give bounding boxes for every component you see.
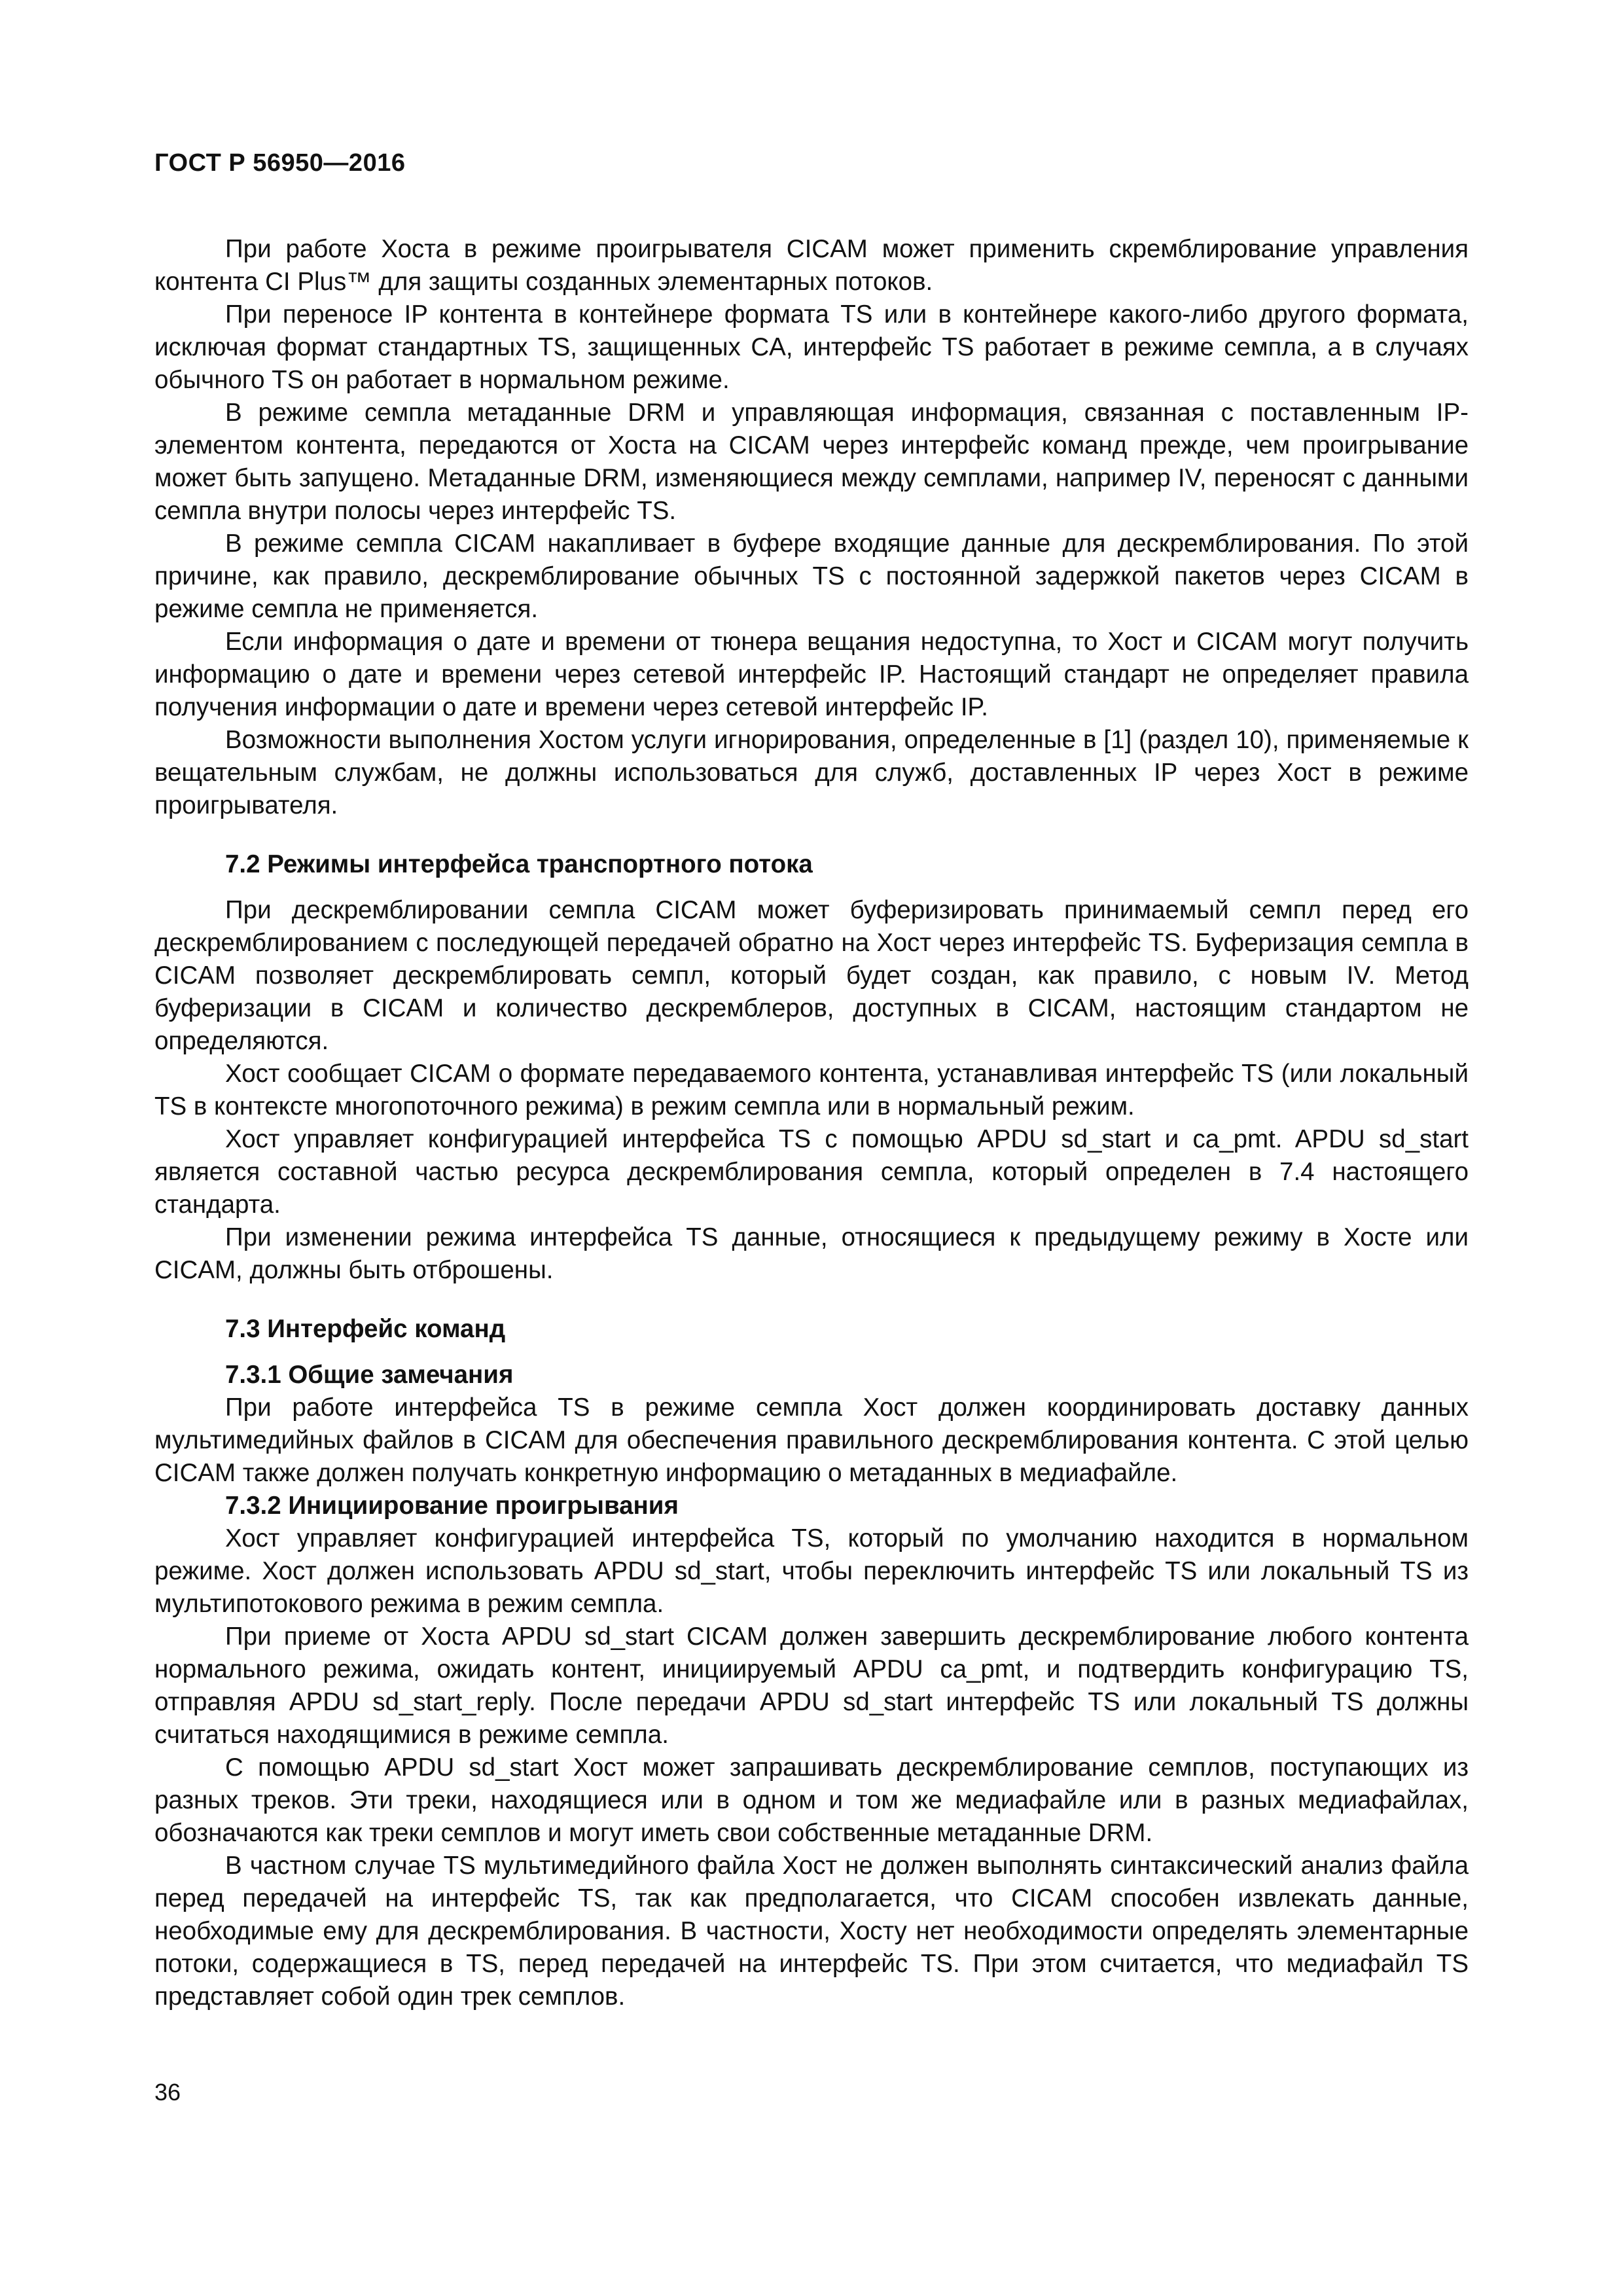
paragraph: Если информация о дате и времени от тюнера вещания недоступна, то Хост и CICAM могут получить информацию о дате и времени через сетевой интерфейс IP. Настоящий стандарт не определяет правила получения информации о дате и времени через сетевой интерфейс IP. — [154, 628, 1469, 721]
paragraph: В режиме семпла CICAM накапливает в буфере входящие данные для дескремблирования. По этой причине, как правило, дескремблирование обычных TS с постоянной задержкой пакетов через CICAM в режиме семпла не применяется. — [154, 529, 1469, 623]
paragraph: При приеме от Хоста APDU sd_start CICAM должен завершить дескремблирование любого контента нормального режима, ожидать контент, инициируемый APDU ca_pmt, и подтвердить конфигурацию TS, отправляя APDU sd_start_reply. После передачи APDU sd_start интерфейс TS или локальный TS должны считаться находящимися в режиме семпла. — [154, 1623, 1469, 1749]
subsection-heading: 7.3.2 Инициирование проигрывания — [225, 1492, 679, 1520]
paragraph: При работе Хоста в режиме проигрывателя CICAM может применить скремблирование управления контента CI Plus™ для защиты созданных элементарных потоков. — [154, 235, 1469, 296]
subsection-heading: 7.3.1 Общие замечания — [225, 1361, 514, 1389]
paragraph: Хост управляет конфигурацией интерфейса TS, который по умолчанию находится в нормальном режиме. Хост должен использовать APDU sd_start, чтобы переключить интерфейс TS или локальный TS из мультипотокового режима в режим семпла. — [154, 1524, 1469, 1618]
document-body — [154, 233, 1469, 2013]
paragraph: При дескремблировании семпла CICAM может буферизировать принимаемый семпл перед его дескремблированием с последующей передачей обратно на Хост через интерфейс TS. Буферизация семпла в CICAM позволяет дескремблировать семпл, который будет создан, как правило, с новым IV. Метод буферизации в CICAM и количество дескремблеров, доступных в CICAM, настоящим стандартом не определяются. — [154, 896, 1469, 1055]
paragraph: С помощью APDU sd_start Хост может запрашивать дескремблирование семплов, поступающих из разных треков. Эти треки, находящиеся или в одном и том же медиафайле или в разных медиафайлах, обозначаются как треки семплов и могут иметь свои собственные метаданные DRM. — [154, 1753, 1469, 1847]
page-number: 36 — [154, 2079, 181, 2106]
paragraph: В режиме семпла метаданные DRM и управляющая информация, связанная с поставленным IP-элементом контента, передаются от Хоста на CICAM через интерфейс команд прежде, чем проигрывание может быть запущено. Метаданные DRM, изменяющиеся между семплами, например IV, переносят с данными семпла внутри полосы через интерфейс TS. — [154, 399, 1469, 525]
paragraph: При изменении режима интерфейса TS данные, относящиеся к предыдущему режиму в Хосте или CICAM, должны быть отброшены. — [154, 1223, 1469, 1284]
paragraph: При работе интерфейса TS в режиме семпла Хост должен координировать доставку данных мультимедийных файлов в CICAM для обеспечения правильного дескремблирования контента. С этой целью CICAM также должен получать конкретную информацию о метаданных в медиафайле. — [154, 1393, 1469, 1487]
paragraph: Хост сообщает CICAM о формате передаваемого контента, устанавливая интерфейс TS (или локальный TS в контексте многопоточного режима) в режим семпла или в нормальный режим. — [154, 1060, 1469, 1121]
paragraph: Возможности выполнения Хостом услуги игнорирования, определенные в [1] (раздел 10), применяемые к вещательным службам, не должны использоваться для служб, доставленных IP через Хост в режиме проигрывателя. — [154, 726, 1469, 819]
document-header: ГОСТ Р 56950—2016 — [154, 149, 406, 177]
paragraph: При переносе IP контента в контейнере формата TS или в контейнере какого-либо другого формата, исключая формат стандартных TS, защищенных CA, интерфейс TS работает в режиме семпла, а в случаях обычного TS он работает в нормальном режиме. — [154, 300, 1469, 394]
paragraph: Хост управляет конфигурацией интерфейса TS с помощью APDU sd_start и ca_pmt. APDU sd_start является составной частью ресурса дескремблирования семпла, который определен в 7.4 настоящего стандарта. — [154, 1125, 1469, 1219]
section-heading: 7.2 Режимы интерфейса транспортного потока — [225, 850, 813, 878]
section-heading: 7.3 Интерфейс команд — [225, 1315, 506, 1343]
paragraph: В частном случае TS мультимедийного файла Хост не должен выполнять синтаксический анализ файла перед передачей на интерфейс TS, так как предполагается, что CICAM способен извлекать данные, необходимые ему для дескремблирования. В частности, Хосту нет необходимости определять элементарные потоки, содержащиеся в TS, перед передачей на интерфейс TS. При этом считается, что медиафайл TS представляет собой один трек семплов. — [154, 1852, 1469, 2011]
